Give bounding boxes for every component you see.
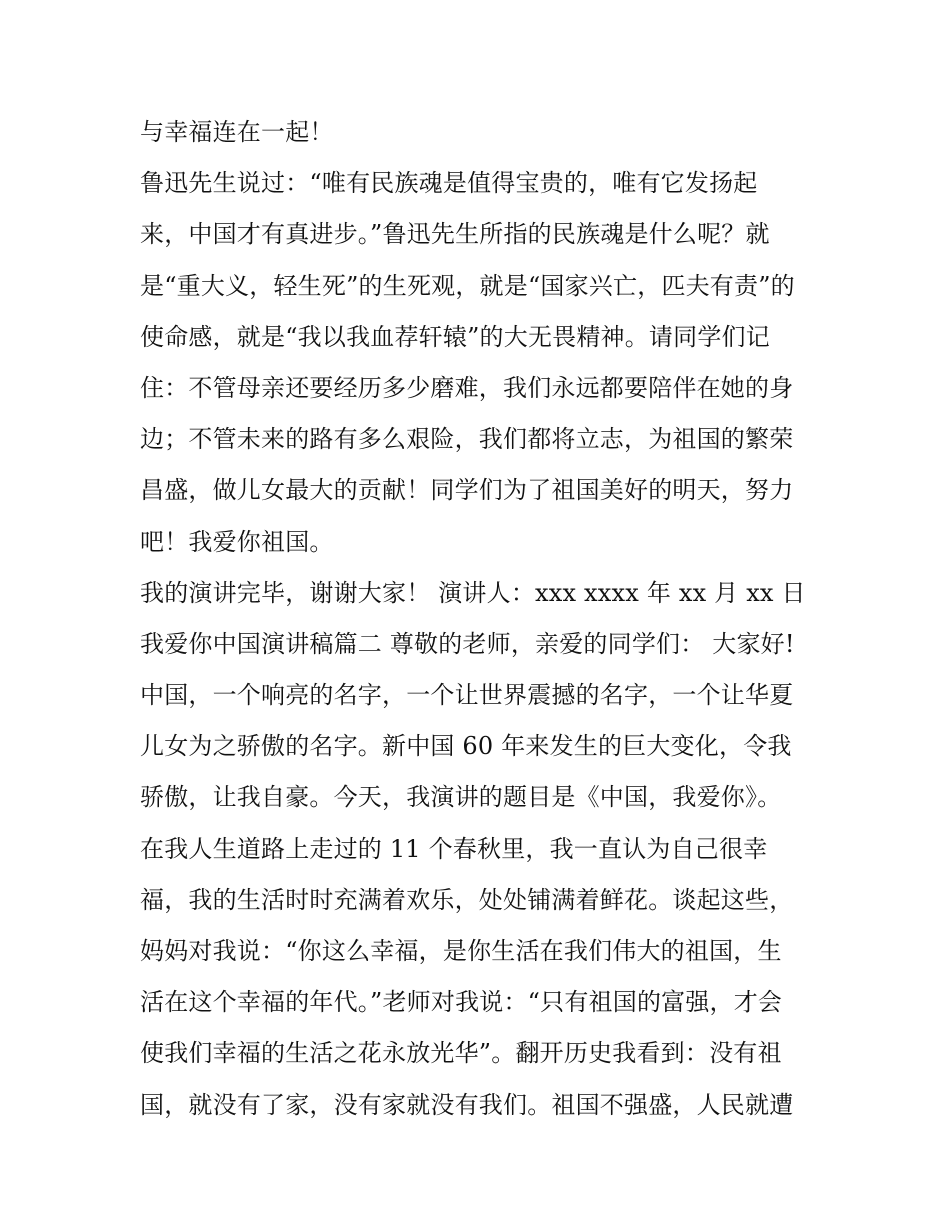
text-line: 骄傲，让我自豪。今天，我演讲的题目是《中国，我爱你》。: [140, 783, 782, 812]
text-line: 国，就没有了家，没有家就没有我们。祖国不强盛，人民就遭: [140, 1090, 794, 1119]
text-line: 鲁迅先生说过：“唯有民族魂是值得宝贵的，唯有它发扬起: [140, 169, 758, 198]
text-line: 使命感，就是“我以我血荐轩辕”的大无畏精神。请同学们记: [140, 322, 770, 351]
text-line: 福，我的生活时时充满着欢乐，处处铺满着鲜花。谈起这些，: [140, 885, 794, 914]
body-text: [140, 107, 820, 1131]
text-line: 与幸福连在一起！: [140, 118, 334, 146]
text-line: 在我人生道路上走过的 11 个春秋里，我一直认为自己很幸: [140, 834, 768, 863]
text-line: 来，中国才有真进步。”鲁迅先生所指的民族魂是什么呢？就: [140, 220, 770, 249]
text-line: 边；不管未来的路有多么艰险，我们都将立志，为祖国的繁荣: [140, 425, 794, 454]
text-line: 活在这个幸福的年代。”老师对我说：“只有祖国的富强，才会: [140, 988, 783, 1017]
text-line: 妈妈对我说：“你这么幸福，是你生活在我们伟大的祖国，生: [140, 937, 782, 965]
text-line: 是“重大义，轻生死”的生死观，就是“国家兴亡，匹夫有责”的: [140, 271, 795, 300]
text-line: 我爱你中国演讲稿篇二 尊敬的老师，亲爱的同学们： 大家好!: [140, 629, 795, 658]
text-line: 儿女为之骄傲的名字。新中国 60 年来发生的巨大变化，令我: [140, 732, 792, 761]
text-line: 中国，一个响亮的名字，一个让世界震撼的名字，一个让华夏: [140, 681, 794, 710]
text-line: 吧！我爱你祖国。: [140, 527, 334, 556]
text-line: 我的演讲完毕，谢谢大家！ 演讲人：xxx xxxx 年 xx 月 xx 日: [140, 578, 806, 607]
text-line: 住：不管母亲还要经历多少磨难，我们永远都要陪伴在她的身: [140, 373, 794, 402]
text-line: 昌盛，做儿女最大的贡献！同学们为了祖国美好的明天，努力: [140, 476, 794, 505]
text-line: 使我们幸福的生活之花永放光华”。翻开历史我看到：没有祖: [140, 1039, 782, 1068]
